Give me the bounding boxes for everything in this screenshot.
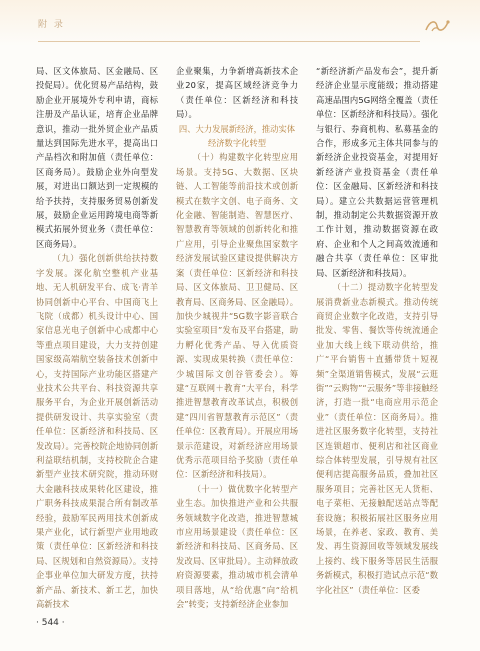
paragraph: （十一）做优数字化转型产业生态。加快推进产业和公共服务领域数字化改造，推进智慧城市应用场景建设（责任单位：区新经济和科技局、区商务局、区发改局、区审批局）。主动释放政府资源要素，推动城市机会清单项目落地，从“给优惠”向“给机会”转变；支持新经济企业参加: [176, 483, 298, 610]
paragraph: 局、区文体旅局、区金融局、区投促局）。优化贸易产品结构，鼓励企业开展境外专利申请，商标注册及产品认证，培育企业品牌意识，推动一批外贸企业产品质量达到国际先进水平，提高出口产品档次和附加值（责任单位：区商务局）。鼓励企业外向型发展，对进出口额达到一定规模的给予扶持，支持服务贸易创新发展，鼓励企业运用跨境电商等新模式拓展外贸业务（责任单位：区商务局）。: [36, 66, 158, 249]
section-heading: 四、大力发展新经济，推动实体经济数字化转型: [178, 123, 296, 149]
page-number: · 544 ·: [36, 618, 65, 628]
section-label: 附 录: [38, 20, 65, 30]
paragraph: “新经济新产品发布会”，提升新经济企业显示度能级；推动搭建高速品围内5G网络全覆盖（责任单位：区新经济和科技局）。强化与银行、券商机构、私募基金的合作，形成多元主体共同参与的新经济企业投资基金，对提用好新经济产业投资基金（责任单位：区金融局、区新经济和科技局）。建立公共数据运营管理机制，推动制定公共数据资源开放工作计划，推动数据资源在政府、企业和个人之间高效流通和融合共享（责任单位：区审批局、区新经济和科技局）。: [316, 66, 438, 278]
paragraph: （九）强化创新供给扶持数字发展。深化航空整机产业基地、无人机研发平台、成飞·青羊协同创新中心平台、中国商飞上飞院（成都）机头设计中心、国家信息光电子创新中心成都中心等重点项目建设，大力支持创建国家级高端航空装备技术创新中心，支持国际产业功能区搭建产业技术公共平台、科技资源共享服务平台，为企业开展创新活动提供研发设计、共享实验室（责任单位：区新经济和科技局、区发改局）。完善校院企地协同创新利益联结机制，支持校院企合建新型产业技术研究院，推动环财大金融科技成果转化区建设，推广职务科技成果混合所有制改革经验，鼓励军民两用技术创新成果产业化，试行新型产业用地政策（责任单位：区新经济和科技局、区规划和自然资源局）。支持企事业单位加大研发方度，扶持新产品、新技术、新工艺，加快高新技术: [36, 253, 158, 610]
swirl-ornament-icon: [424, 18, 450, 34]
header-rule: [38, 41, 420, 42]
paragraph: （十）构建数字化转型应用场景。支持5G、大数据、区块链、人工智能等前沿技术或创新模式在数字文创、电子商务、文化金融、智能制造、智慧医疗、智慧教育等领域的创新转化和推广应用，引导企业聚焦国家数字经济发展试验区建设提供解决方案（责任单位：区新经济和科技局、区文体旅局、卫卫健局、区教育局、区商务局、区金融局）。加快少城视井“5G数字影音联合实验室项目”发布及平台搭建，助力孵化优秀产品、导入优质资源、实现成果转换（责任单位：少城国际文创谷管委会）。筹建“互联网＋教育”大平台，科学推进智慧教育改革试点，积极创建“四川省智慧教育示范区”（责任单位：区教育局）。开展应用场景示范建设，对新经济应用场景优秀示范项目给予奖励（责任单位：区新经济和科技局）。: [176, 152, 298, 480]
text-column-3: [316, 64, 438, 624]
paragraph: 企业聚集，力争新增高新技术企业20家，提高区域经济竞争力（责任单位：区新经济和科技局）。: [176, 66, 298, 120]
paragraph: （十二）提动数字化转型发展消费新业态新模式。推动传统商贸企业数字化改造，支持引导批发、零售、餐饮等传统流通企业加大线上线下联动供给，推广“平台销售＋直播带货＋短视频”全渠道销售模式，发展“云逛街”“云购物”“云服务”等非接触经济，打造一批“电商应用示范企业”（责任单位：区商务局）。推进社区服务数字化转型，支持社区连锁超市、便利店和社区商业综合体转型发展，引导规有社区便利店提高服务品质，叠加社区服务项目；完善社区无人货柜、电子菜柜、无接触配送站点等配套设施；积极拓展社区服务应用场景，在养老、家政、教育、美发、再生资源回收等领域发展线上接约、线下服务等居民生活服务新模式，积极打造试点示范“数字化社区”（责任单位：区委: [316, 282, 438, 595]
text-column-2: [176, 64, 298, 624]
page-header: [0, 0, 480, 46]
text-column-1: [36, 64, 158, 624]
